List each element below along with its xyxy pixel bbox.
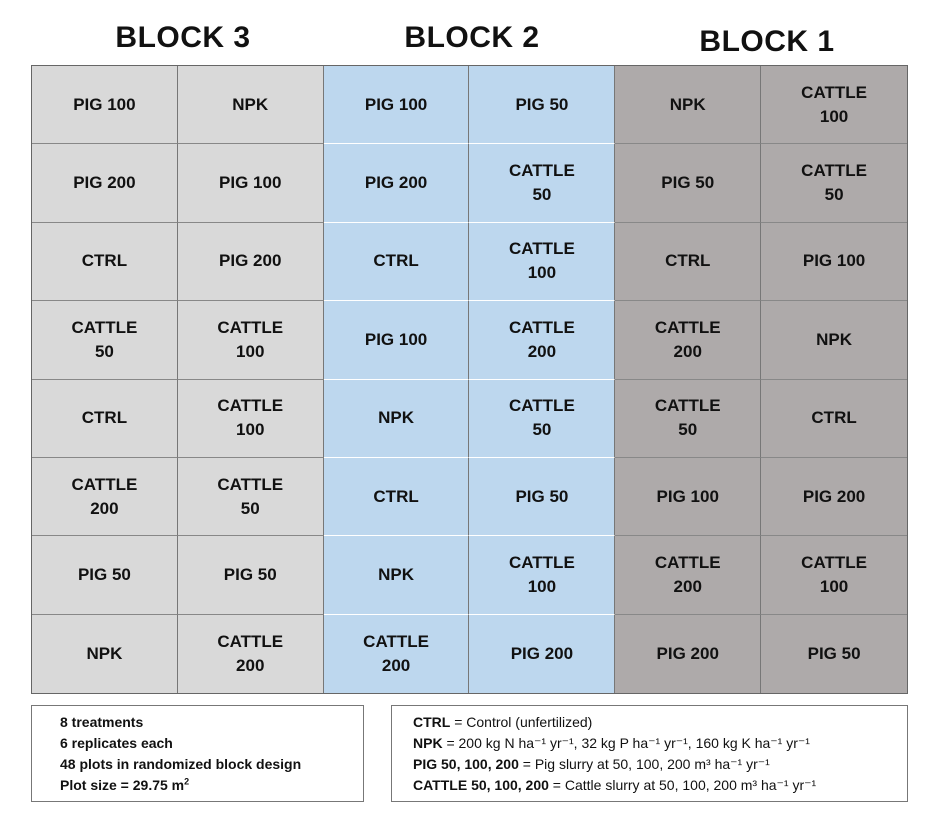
plot-cell: PIG 100 — [32, 66, 178, 144]
plot-cell: CATTLE 200 — [32, 458, 178, 536]
plot-cell: CATTLE 200 — [324, 615, 470, 693]
plot-cell: PIG 200 — [761, 458, 907, 536]
plot-cell: CATTLE 100 — [178, 380, 324, 458]
plot-cell: CATTLE 100 — [178, 301, 324, 379]
plot-cell: CATTLE 100 — [469, 536, 615, 614]
legend-ctrl: CTRL = Control (unfertilized) — [413, 714, 593, 730]
legend-pig: PIG 50, 100, 200 = Pig slurry at 50, 100, 200 m³ ha⁻¹ yr⁻¹ — [413, 756, 770, 772]
plot-grid — [31, 65, 908, 694]
design-summary-box — [31, 705, 364, 802]
plots-design: 48 plots in randomized block design — [60, 756, 302, 772]
plot-cell: NPK — [761, 301, 907, 379]
plot-cell: CTRL — [761, 380, 907, 458]
plot-cell: NPK — [178, 66, 324, 144]
block-2-title: BLOCK 2 — [404, 21, 540, 54]
plot-cell: CATTLE 50 — [178, 458, 324, 536]
plot-cell: CTRL — [32, 380, 178, 458]
plot-cell: PIG 100 — [761, 223, 907, 301]
plot-cell: NPK — [32, 615, 178, 693]
replicates-count: 6 replicates each — [60, 735, 173, 751]
plot-cell: CATTLE 200 — [615, 301, 761, 379]
plot-cell: CATTLE 200 — [469, 301, 615, 379]
legend-cattle: CATTLE 50, 100, 200 = Cattle slurry at 50, 100, 200 m³ ha⁻¹ yr⁻¹ — [413, 777, 817, 793]
plot-cell: CATTLE 50 — [469, 380, 615, 458]
treatment-legend-box — [391, 705, 908, 802]
plot-cell: PIG 50 — [32, 536, 178, 614]
plot-size: Plot size = 29.75 $m^2$ — [60, 776, 190, 793]
plot-cell: PIG 50 — [615, 144, 761, 222]
plot-cell: PIG 50 — [178, 536, 324, 614]
plot-cell: PIG 50 — [761, 615, 907, 693]
plot-cell: NPK — [324, 536, 470, 614]
plot-cell: PIG 50 — [469, 66, 615, 144]
block-3-title: BLOCK 3 — [115, 21, 251, 54]
plot-cell: PIG 200 — [324, 144, 470, 222]
plot-cell: CATTLE 50 — [32, 301, 178, 379]
plot-cell: PIG 200 — [32, 144, 178, 222]
plot-cell: NPK — [324, 380, 470, 458]
plot-cell: CTRL — [324, 223, 470, 301]
plot-cell: PIG 100 — [324, 66, 470, 144]
plot-cell: PIG 100 — [324, 301, 470, 379]
plot-cell: CATTLE 50 — [469, 144, 615, 222]
plot-cell: PIG 50 — [469, 458, 615, 536]
plot-cell: CATTLE 200 — [615, 536, 761, 614]
block-1-title: BLOCK 1 — [699, 25, 835, 58]
plot-cell: PIG 100 — [178, 144, 324, 222]
legend-npk: NPK = 200 kg N ha⁻¹ yr⁻¹, 32 kg P ha⁻¹ yr⁻¹, 160 kg K ha⁻¹ yr⁻¹ — [413, 735, 810, 751]
plot-cell: CATTLE 200 — [178, 615, 324, 693]
plot-cell: CATTLE 100 — [761, 66, 907, 144]
plot-cell: CTRL — [324, 458, 470, 536]
plot-cell: NPK — [615, 66, 761, 144]
plot-cell: PIG 200 — [615, 615, 761, 693]
plot-cell: CATTLE 100 — [469, 223, 615, 301]
plot-cell: CATTLE 50 — [761, 144, 907, 222]
plot-cell: CTRL — [615, 223, 761, 301]
plot-cell: PIG 200 — [469, 615, 615, 693]
plot-cell: PIG 100 — [615, 458, 761, 536]
plot-cell: CATTLE 50 — [615, 380, 761, 458]
plot-cell: PIG 200 — [178, 223, 324, 301]
plot-cell: CTRL — [32, 223, 178, 301]
plot-cell: CATTLE 100 — [761, 536, 907, 614]
treatments-count: 8 treatments — [60, 714, 144, 730]
